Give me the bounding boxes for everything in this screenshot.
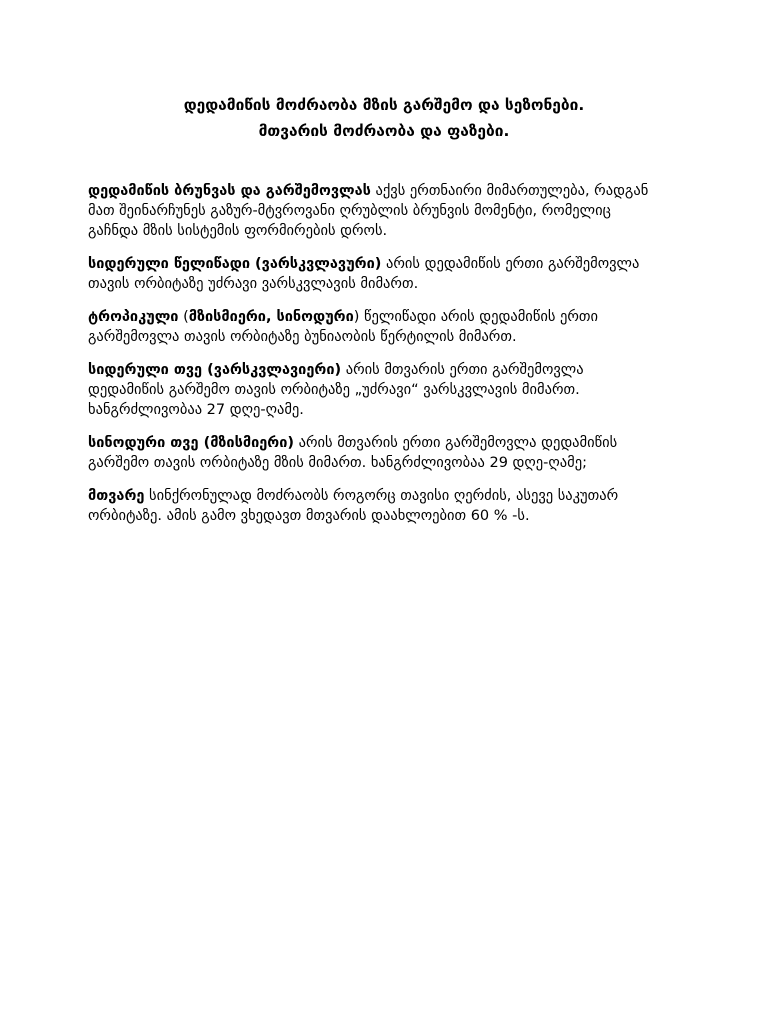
document-body — [88, 181, 688, 539]
text-line — [88, 433, 688, 453]
text-run: არის მთვარის ერთი გარშემოვლა დედამიწის — [294, 435, 618, 451]
paragraph — [88, 181, 688, 241]
bold-term: მზისმიერი, სინოდური — [188, 309, 354, 325]
text-run: არის მთვარის ერთი გარშემოვლა — [341, 362, 584, 378]
text-run: ( — [178, 309, 189, 325]
bold-term: ტროპიკული — [88, 309, 179, 325]
text-line — [88, 506, 688, 526]
bold-term: დედამიწის ბრუნვას და გარშემოვლას — [88, 183, 371, 199]
text-run: თავის ორბიტაზე უძრავი ვარსკვლავის მიმართ. — [88, 276, 419, 292]
title-line-1: დედამიწის მოძრაობა მზის გარშემო და სეზონები. — [183, 96, 585, 114]
text-run: გარშემო თავის ორბიტაზე მზის მიმართ. ხანგრძლივობაა 29 დღე-ღამე; — [88, 455, 587, 471]
text-run: აქვს ერთნაირი მიმართულება, რადგან — [370, 183, 649, 199]
paragraph — [88, 254, 688, 294]
text-line — [88, 360, 688, 380]
bold-term: სიდერული თვე (ვარსკვლავიერი) — [88, 362, 342, 378]
text-run: არის დედამიწის ერთი გარშემოვლა — [381, 256, 640, 272]
text-line — [88, 274, 688, 294]
bold-term: მთვარე — [88, 488, 145, 504]
text-run: ორბიტაზე. ამის გამო ვხედავთ მთვარის დაახლოებით 60 % -ს. — [88, 508, 530, 524]
paragraph — [88, 307, 688, 347]
text-line — [88, 380, 688, 400]
text-run: ) წელიწადი არის დედამიწის ერთი — [353, 309, 599, 325]
text-run: დედამიწის გარშემო თავის ორბიტაზე „უძრავი“ ვარსკვლავის მიმართ. — [88, 382, 580, 398]
document-title — [0, 92, 768, 144]
bold-term: სიდერული წელიწადი (ვარსკვლავური) — [88, 256, 382, 272]
title-line-2: მთვარის მოძრაობა და ფაზები. — [258, 122, 510, 140]
text-run: სინქრონულად მოძრაობს როგორც თავისი ღერძის, ასევე საკუთარ — [144, 488, 619, 504]
text-run: გაჩნდა მზის სისტემის ფორმირების დროს. — [88, 223, 388, 239]
text-line — [88, 201, 688, 221]
text-line — [88, 307, 688, 327]
paragraph — [88, 360, 688, 420]
text-run: ხანგრძლივობაა 27 დღე-ღამე. — [88, 402, 304, 418]
text-run: მათ შეინარჩუნეს გაზურ-მტვროვანი ღრუბლის ბრუნვის მომენტი, რომელიც — [88, 203, 611, 219]
text-line — [88, 327, 688, 347]
bold-term: სინოდური თვე (მზისმიერი) — [88, 435, 295, 451]
text-line — [88, 486, 688, 506]
text-run: გარშემოვლა თავის ორბიტაზე ბუნიაობის წერტილის მიმართ. — [88, 329, 517, 345]
paragraph — [88, 433, 688, 473]
text-line — [88, 453, 688, 473]
paragraph — [88, 486, 688, 526]
text-line — [88, 254, 688, 274]
text-line — [88, 400, 688, 420]
text-line — [88, 181, 688, 201]
text-line — [88, 221, 688, 241]
